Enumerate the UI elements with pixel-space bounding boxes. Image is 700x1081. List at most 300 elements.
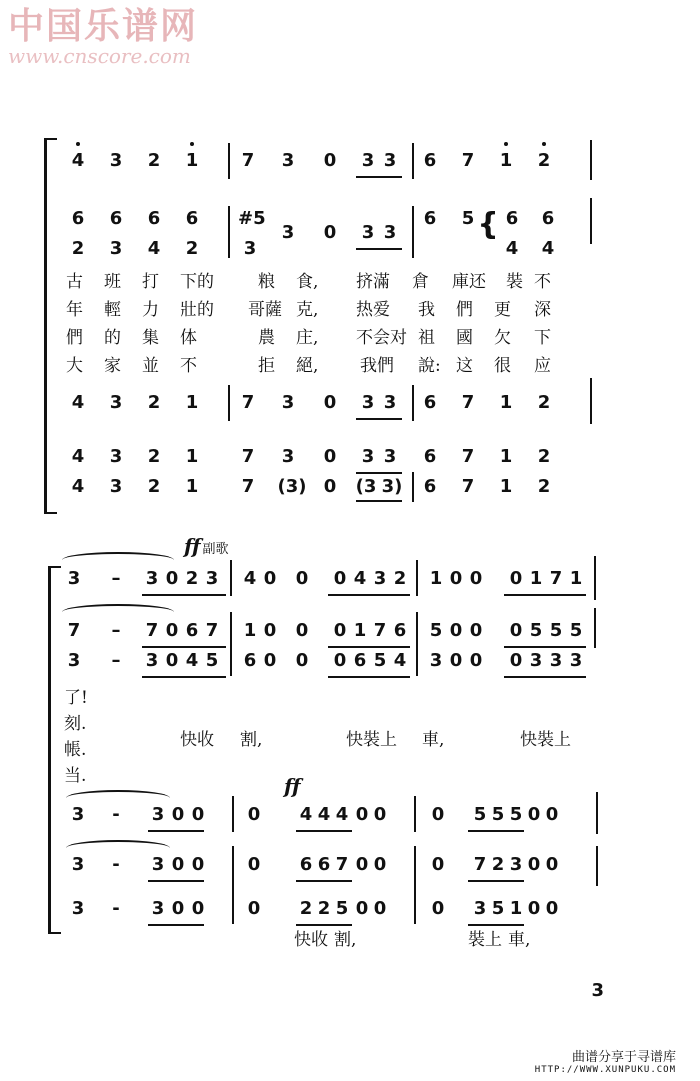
- note: 7: [549, 568, 563, 589]
- lyric: 輕: [104, 300, 121, 320]
- note: 0: [527, 854, 541, 875]
- lyric: 帳.: [64, 740, 87, 760]
- note: 4: [335, 804, 349, 825]
- lyric: 体: [180, 328, 197, 348]
- note: 5: [461, 208, 475, 229]
- note: 6: [423, 392, 437, 413]
- note: 3: [109, 150, 123, 171]
- note: 2: [393, 568, 407, 589]
- s2-lower-2: [0, 852, 700, 878]
- note: 3: [361, 222, 375, 243]
- beam: [468, 924, 524, 926]
- lyric: 食,: [296, 272, 319, 292]
- note: 7: [373, 620, 387, 641]
- note: 0: [545, 804, 559, 825]
- note: 3: [281, 446, 295, 467]
- note: 0: [323, 222, 337, 243]
- note: 4: [71, 476, 85, 497]
- lyric: 打: [142, 272, 159, 292]
- note: 1: [569, 568, 583, 589]
- lyric: 絕,: [296, 356, 319, 376]
- note: 0: [247, 804, 261, 825]
- note: 7: [473, 854, 487, 875]
- note: 3: [529, 650, 543, 671]
- note: 3: [109, 476, 123, 497]
- note: 0: [431, 854, 445, 875]
- s2-line-3: [0, 648, 700, 674]
- lyric: 应: [534, 356, 551, 376]
- note: 5: [491, 898, 505, 919]
- note: 6: [185, 620, 199, 641]
- note: 3: [71, 804, 85, 825]
- note: 2: [537, 446, 551, 467]
- lyric: 刻.: [64, 714, 87, 734]
- note: 3: [473, 898, 487, 919]
- page-number: 3: [591, 980, 604, 1001]
- note: 0: [431, 898, 445, 919]
- barline: [596, 846, 598, 886]
- note: 0: [545, 854, 559, 875]
- brace: {: [477, 207, 499, 242]
- note: 0: [527, 804, 541, 825]
- lyric-line-4: [0, 354, 700, 378]
- footer-url: HTTP://WWW.XUNPUKU.COM: [534, 1065, 676, 1075]
- note: 0: [263, 620, 277, 641]
- note: 3: [361, 392, 375, 413]
- note: 0: [333, 650, 347, 671]
- note: 6: [505, 208, 519, 229]
- note: 2: [491, 854, 505, 875]
- beam: [468, 830, 524, 832]
- note: 1: [509, 898, 523, 919]
- note: 1: [243, 620, 257, 641]
- note: 0: [323, 446, 337, 467]
- note: 0: [171, 898, 185, 919]
- note: 1: [353, 620, 367, 641]
- note: 6: [317, 854, 331, 875]
- note: 3: [109, 392, 123, 413]
- barline: [412, 472, 414, 502]
- note: 3: [549, 650, 563, 671]
- note: 3: [205, 568, 219, 589]
- chorus-label: 副歌: [202, 542, 229, 557]
- barline: [228, 143, 230, 179]
- barline: [596, 792, 598, 834]
- barline: [594, 608, 596, 648]
- lyric: 家: [104, 356, 121, 376]
- s1-lower-3: [0, 474, 700, 500]
- note: 6: [185, 208, 199, 229]
- note: 0: [295, 620, 309, 641]
- beam: [148, 924, 204, 926]
- note: 2: [185, 568, 199, 589]
- lyric: 挤滿: [356, 272, 390, 292]
- beam: [328, 676, 410, 678]
- note: 3: [145, 568, 159, 589]
- note: 0: [263, 568, 277, 589]
- note: (3): [277, 476, 307, 497]
- s2-lower-1: [0, 802, 700, 828]
- note: 7: [241, 446, 255, 467]
- note: 3: [281, 392, 295, 413]
- note: 1: [499, 476, 513, 497]
- note: 0: [355, 898, 369, 919]
- lyric: 們: [66, 328, 83, 348]
- barline: [416, 560, 418, 596]
- note: 1: [499, 392, 513, 413]
- note: 2: [147, 392, 161, 413]
- lyric: 我們: [360, 356, 394, 376]
- note: 3: [569, 650, 583, 671]
- note: 3: [383, 446, 397, 467]
- note: 6: [393, 620, 407, 641]
- beam: [356, 176, 402, 178]
- lyric: 这: [456, 356, 473, 376]
- lyric: 壯的: [180, 300, 214, 320]
- barline: [414, 846, 416, 924]
- note: 6: [353, 650, 367, 671]
- note: 1: [185, 392, 199, 413]
- lyric: 热爱: [356, 300, 390, 320]
- note: 0: [171, 854, 185, 875]
- note: 3: [429, 650, 443, 671]
- note: 2: [147, 446, 161, 467]
- beam: [356, 500, 402, 502]
- note: 3: [71, 854, 85, 875]
- note: 5: [509, 804, 523, 825]
- lyric: 了!: [64, 688, 88, 708]
- barline: [590, 378, 592, 424]
- barline: [594, 556, 596, 600]
- note: 0: [509, 568, 523, 589]
- note: -: [112, 854, 120, 875]
- note: 7: [335, 854, 349, 875]
- note: 3: [151, 804, 165, 825]
- note: 3: [361, 150, 375, 171]
- watermark-url: www.cnscore.com: [8, 44, 191, 68]
- watermark: [8, 4, 198, 68]
- note: 4: [71, 392, 85, 413]
- note: 7: [67, 620, 81, 641]
- lyric: 快裝上: [520, 730, 571, 750]
- footer-title: 曲谱分享于寻谱库: [571, 1050, 676, 1065]
- note: 4: [185, 650, 199, 671]
- note: 6: [109, 208, 123, 229]
- note: 0: [247, 898, 261, 919]
- lyric: 班: [104, 272, 121, 292]
- note: 0: [449, 568, 463, 589]
- barline: [232, 796, 234, 832]
- barline: [228, 385, 230, 421]
- note: 7: [461, 392, 475, 413]
- lyric: 割,: [240, 730, 263, 750]
- note: 1: [499, 446, 513, 467]
- note: 4: [353, 568, 367, 589]
- note: 2: [317, 898, 331, 919]
- note: 1: [499, 150, 513, 171]
- lyric: 庫还: [452, 272, 486, 292]
- lyric: 裝上: [468, 930, 502, 950]
- note: 2: [147, 150, 161, 171]
- note: 0: [191, 854, 205, 875]
- note: 2: [537, 476, 551, 497]
- note: 1: [529, 568, 543, 589]
- lyric: 們: [456, 300, 473, 320]
- lyric: 大: [66, 356, 83, 376]
- note: 0: [373, 854, 387, 875]
- lyric: 更: [494, 300, 511, 320]
- watermark-title: 中国乐谱网: [8, 5, 199, 47]
- note: 6: [423, 476, 437, 497]
- note: 2: [71, 238, 85, 259]
- note: –: [111, 568, 121, 589]
- s1-line-1: [0, 148, 700, 174]
- note: 3: [361, 446, 375, 467]
- note: 0: [545, 898, 559, 919]
- note: 0: [191, 804, 205, 825]
- lyric: 快裝上: [346, 730, 397, 750]
- lyric-line-3: [0, 326, 700, 350]
- beam: [296, 880, 352, 882]
- barline: [412, 143, 414, 179]
- note: 3: [109, 446, 123, 467]
- lyric: 說:: [418, 356, 441, 376]
- note: –: [111, 650, 121, 671]
- barline: [230, 612, 232, 676]
- lyric: 不: [180, 356, 197, 376]
- note: 3: [145, 650, 159, 671]
- note: 0: [323, 392, 337, 413]
- note-dot: [542, 142, 546, 146]
- barline: [590, 140, 592, 180]
- lyric-line-2: [0, 298, 700, 322]
- note: #5: [238, 208, 266, 229]
- note-dot: [190, 142, 194, 146]
- note: 3: [71, 898, 85, 919]
- note: 5: [335, 898, 349, 919]
- note: 0: [469, 620, 483, 641]
- note: 0: [449, 620, 463, 641]
- lyric: 我: [418, 300, 435, 320]
- note: 3: [509, 854, 523, 875]
- barline: [412, 206, 414, 258]
- lyric: 力: [142, 300, 159, 320]
- note: 0: [527, 898, 541, 919]
- note: 6: [243, 650, 257, 671]
- note: 3: [67, 568, 81, 589]
- lyric: 欠: [494, 328, 511, 348]
- lyric: 当.: [64, 766, 87, 786]
- lyric: 哥薩: [248, 300, 282, 320]
- note: 6: [541, 208, 555, 229]
- lyric: 克,: [296, 300, 319, 320]
- note: 7: [461, 446, 475, 467]
- note: 6: [71, 208, 85, 229]
- note: 6: [423, 150, 437, 171]
- verse-end-1: [0, 686, 700, 710]
- lyric: 車,: [422, 730, 445, 750]
- lyric: 國: [456, 328, 473, 348]
- note: -: [112, 804, 120, 825]
- barline: [228, 206, 230, 258]
- note: 0: [247, 854, 261, 875]
- lyric: 的: [104, 328, 121, 348]
- note: 7: [205, 620, 219, 641]
- beam: [504, 676, 586, 678]
- beam: [148, 880, 204, 882]
- s1-lower-2: [0, 444, 700, 470]
- barline: [232, 846, 234, 924]
- note: -: [112, 898, 120, 919]
- beam: [328, 594, 410, 596]
- note: 0: [333, 620, 347, 641]
- beam: [468, 880, 524, 882]
- note: 4: [299, 804, 313, 825]
- note: 0: [373, 804, 387, 825]
- note-dot: [76, 142, 80, 146]
- beam: [148, 830, 204, 832]
- note: 3): [381, 476, 403, 497]
- note: 7: [461, 150, 475, 171]
- note: 0: [323, 476, 337, 497]
- note: 4: [505, 238, 519, 259]
- note: 6: [423, 208, 437, 229]
- note: 0: [449, 650, 463, 671]
- note: 0: [165, 620, 179, 641]
- note: –: [111, 620, 121, 641]
- verse-end-3: [0, 738, 700, 762]
- s1-lower-1: [0, 390, 700, 416]
- note: 5: [529, 620, 543, 641]
- note: 3: [383, 150, 397, 171]
- note: 1: [185, 150, 199, 171]
- note: 0: [355, 854, 369, 875]
- dynamic-marking: [184, 534, 229, 558]
- note: 2: [185, 238, 199, 259]
- bottom-lyrics: [0, 928, 700, 952]
- note: 3: [243, 238, 257, 259]
- lyric: 不: [534, 272, 551, 292]
- note: 0: [469, 650, 483, 671]
- note: 4: [147, 238, 161, 259]
- note: 6: [299, 854, 313, 875]
- note: 4: [71, 150, 85, 171]
- note: 2: [537, 150, 551, 171]
- note: 4: [541, 238, 555, 259]
- beam: [356, 418, 402, 420]
- note: 5: [205, 650, 219, 671]
- note: 2: [537, 392, 551, 413]
- note: 7: [241, 150, 255, 171]
- footer: [535, 1046, 676, 1075]
- beam: [142, 594, 226, 596]
- note: 2: [147, 476, 161, 497]
- note: 3: [67, 650, 81, 671]
- dynamic-ff: ff: [284, 774, 301, 798]
- lyric: 庄,: [296, 328, 319, 348]
- beam: [296, 830, 352, 832]
- note: 0: [191, 898, 205, 919]
- note: 3: [281, 222, 295, 243]
- note: 0: [509, 620, 523, 641]
- note: 0: [355, 804, 369, 825]
- note: 4: [71, 446, 85, 467]
- lyric: 割,: [334, 930, 357, 950]
- note: 5: [549, 620, 563, 641]
- note: 7: [145, 620, 159, 641]
- note: 1: [185, 476, 199, 497]
- lyric-line-1: [0, 270, 700, 294]
- dynamic-ff: ff: [184, 534, 201, 558]
- lyric: 下: [534, 328, 551, 348]
- note: 0: [295, 568, 309, 589]
- note: 7: [241, 392, 255, 413]
- note: 3: [383, 222, 397, 243]
- note-dot: [504, 142, 508, 146]
- note: 7: [241, 476, 255, 497]
- note: 0: [431, 804, 445, 825]
- note: 3: [151, 854, 165, 875]
- note: 1: [429, 568, 443, 589]
- barline: [414, 796, 416, 832]
- lyric: 粮: [258, 272, 275, 292]
- verse-end-4: [0, 764, 700, 788]
- note: 0: [263, 650, 277, 671]
- lyric: 農: [258, 328, 275, 348]
- lyric: 古: [66, 272, 83, 292]
- note: 4: [317, 804, 331, 825]
- beam: [296, 924, 352, 926]
- note: 6: [147, 208, 161, 229]
- lyric: 並: [142, 356, 159, 376]
- note: 0: [323, 150, 337, 171]
- dynamic-marking-2: [284, 774, 301, 798]
- lyric: 快收: [294, 930, 328, 950]
- note: 7: [461, 476, 475, 497]
- lyric: 車,: [508, 930, 531, 950]
- note: 0: [333, 568, 347, 589]
- lyric: 祖: [418, 328, 435, 348]
- lyric: 不会对: [356, 328, 407, 348]
- note: 0: [165, 568, 179, 589]
- note: 3: [383, 392, 397, 413]
- note: 0: [373, 898, 387, 919]
- note: 3: [151, 898, 165, 919]
- lyric: 深: [534, 300, 551, 320]
- note: 0: [509, 650, 523, 671]
- note: 3: [109, 238, 123, 259]
- note: 5: [569, 620, 583, 641]
- barline: [416, 612, 418, 676]
- note: 4: [243, 568, 257, 589]
- barline: [590, 198, 592, 244]
- s1-line-3: [0, 236, 700, 262]
- lyric: 裝: [506, 272, 523, 292]
- lyric: 倉: [412, 272, 429, 292]
- note: 4: [393, 650, 407, 671]
- lyric: 集: [142, 328, 159, 348]
- note: 5: [429, 620, 443, 641]
- note: 6: [423, 446, 437, 467]
- note: 0: [165, 650, 179, 671]
- note: 0: [171, 804, 185, 825]
- s2-lower-3: [0, 896, 700, 922]
- note: 5: [473, 804, 487, 825]
- barline: [230, 560, 232, 596]
- note: 0: [469, 568, 483, 589]
- note: 0: [295, 650, 309, 671]
- lyric: 拒: [258, 356, 275, 376]
